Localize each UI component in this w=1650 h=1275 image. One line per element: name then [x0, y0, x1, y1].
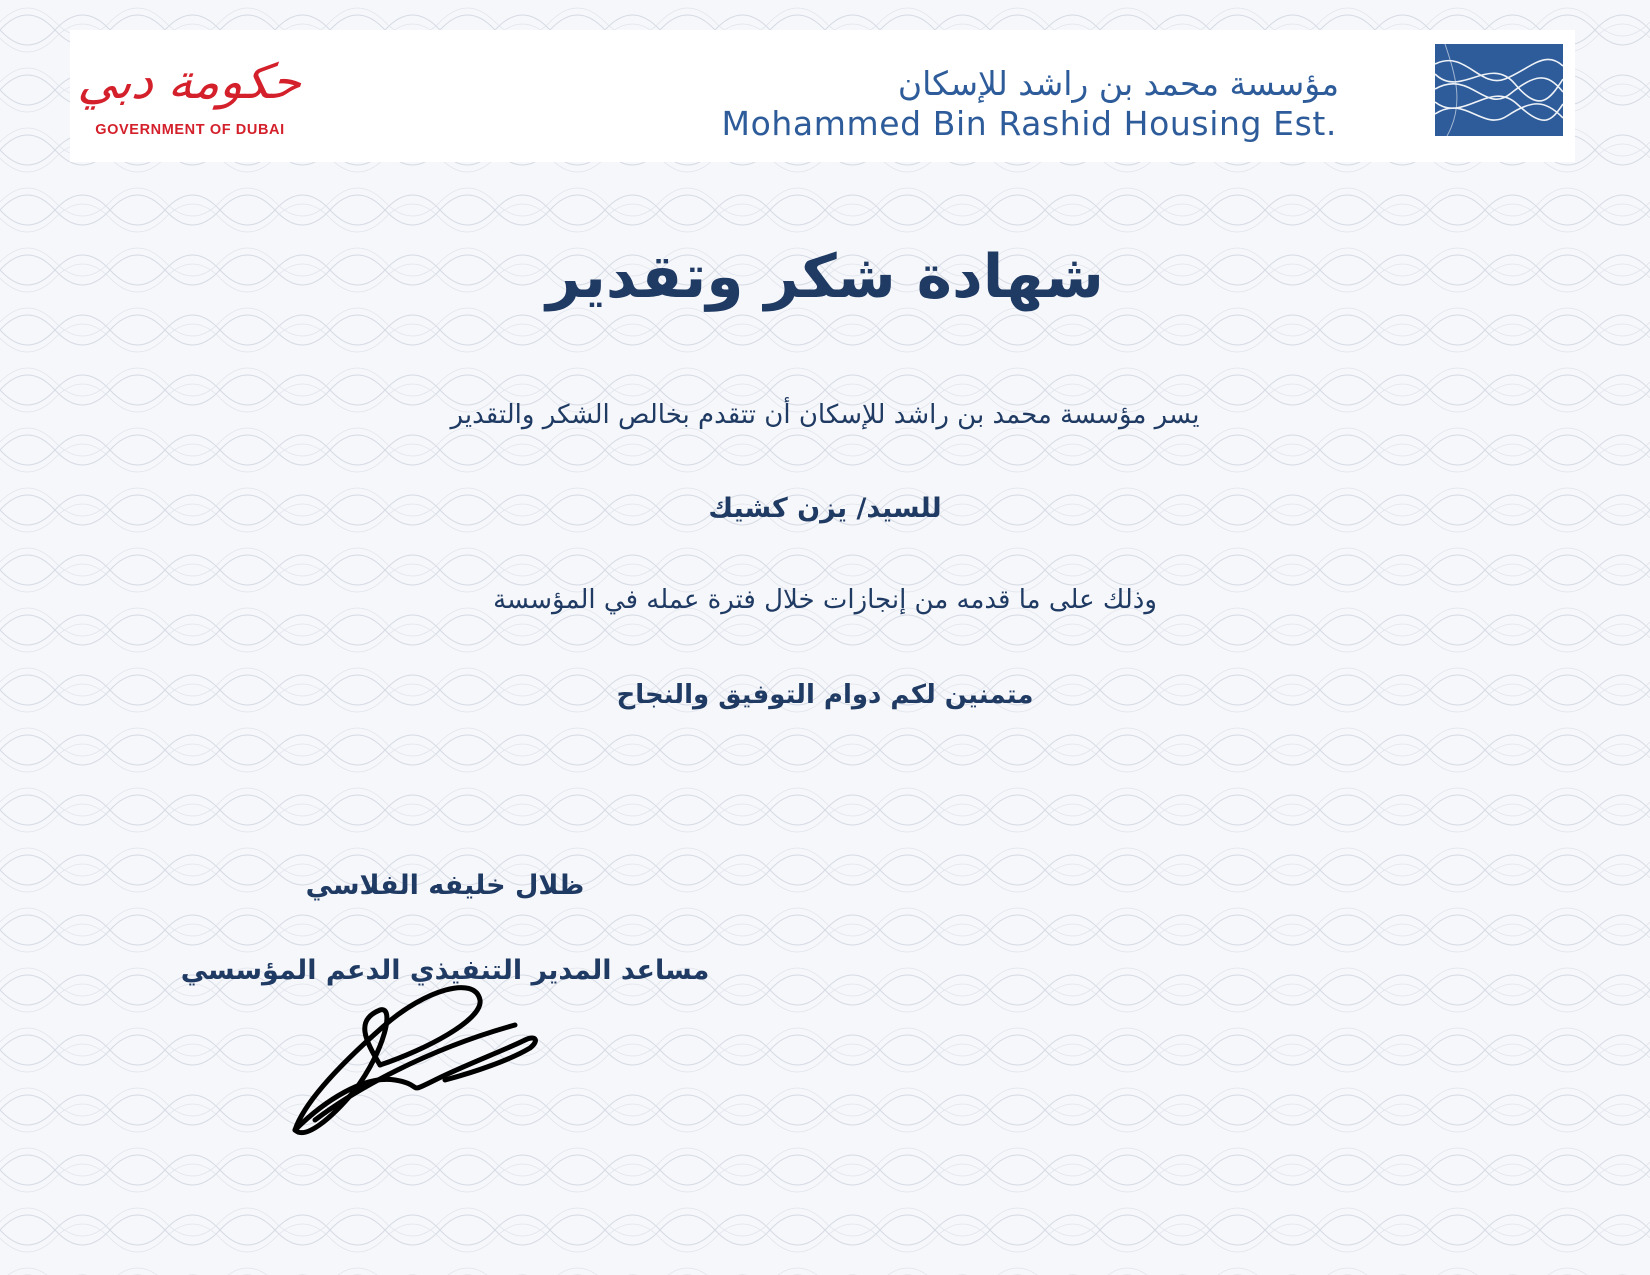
certificate-recipient: للسيد/ يزن كشيك: [708, 493, 942, 524]
gov-logo-english: GOVERNMENT OF DUBAI: [95, 122, 285, 138]
mbr-housing-logo-icon: [1435, 44, 1563, 136]
institution-name-english: Mohammed Bin Rashid Housing Est.: [721, 104, 1337, 143]
handwritten-signature: [285, 980, 555, 1145]
gov-logo-arabic: حكومة دبي: [75, 54, 305, 110]
institution-name-arabic: مؤسسة محمد بن راشد للإسكان: [897, 64, 1339, 103]
certificate-wishes: متمنين لكم دوام التوفيق والنجاح: [616, 680, 1034, 710]
signatory-title: مساعد المدير التنفيذي الدعم المؤسسي: [180, 955, 710, 986]
government-of-dubai-logo: [74, 40, 314, 160]
signatory-name: ظلال خليفه الفلاسي: [305, 870, 585, 901]
certificate-title: شهادة شكر وتقدير: [546, 242, 1104, 312]
certificate-achievement: وذلك على ما قدمه من إنجازات خلال فترة عمله في المؤسسة: [493, 585, 1157, 615]
certificate-header: [70, 30, 1575, 162]
certificate-intro: يسر مؤسسة محمد بن راشد للإسكان أن تتقدم بخالص الشكر والتقدير: [450, 400, 1200, 430]
